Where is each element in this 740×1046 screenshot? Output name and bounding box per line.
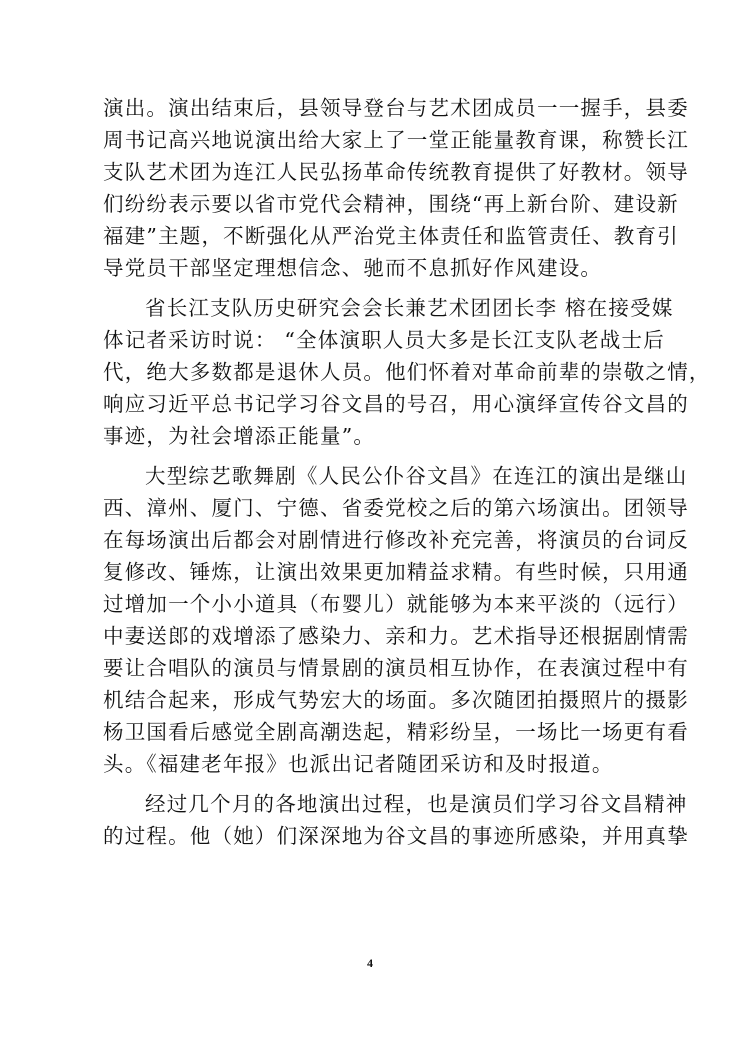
text-line: 省长江支队历史研究会会长兼艺术团团长李 榕在接受媒 [145,296,674,320]
text-line: 响应习近平总书记学习谷文昌的号召，用心演绎宣传谷文昌的 [103,392,689,416]
paragraph [103,92,689,284]
text-line: 复修改、锤炼，让演出效果更加精益求精。有些时候，只用通 [103,560,689,584]
text-line: 导党员干部坚定理想信念、驰而不息抓好作风建设。 [103,256,603,280]
paragraph [103,788,689,852]
text-line: 周书记高兴地说演出给大家上了一堂正能量教育课，称赞长江 [103,128,689,152]
text-line: 大型综艺歌舞剧《人民公仆谷文昌》在连江的演出是继山 [145,464,688,488]
text-line: 事迹，为社会增添正能量”。 [103,424,376,448]
text-line: 在每场演出后都会对剧情进行修改补充完善，将演员的台词反 [103,528,689,552]
text-line: 头。《福建老年报》也派出记者随团采访和及时报道。 [103,752,614,776]
text-line: 要让合唱队的演员与情景剧的演员相互协作，在表演过程中有 [103,656,689,680]
text-line: 中妻送郎的戏增添了感染力、亲和力。艺术指导还根据剧情需 [103,624,689,648]
body-text [103,92,711,852]
text-line: 杨卫国看后感觉全剧高潮迭起，精彩纷呈，一场比一场更有看 [103,720,689,744]
text-line: 代，绝大多数都是退休人员。他们怀着对革命前辈的崇敬之情， [103,360,711,384]
text-line: 支队艺术团为连江人民弘扬革命传统教育提供了好教材。领导 [103,160,689,184]
text-line: 经过几个月的各地演出过程，也是演员们学习谷文昌精神 [145,792,688,816]
text-line: 的过程。他（她）们深深地为谷文昌的事迹所感染，并用真挚 [103,824,689,848]
paragraph [103,460,689,780]
text-line: 们纷纷表示要以省市党代会精神，围绕“再上新台阶、建设新 [103,192,679,216]
page-number: 4 [367,956,373,970]
paragraph [103,292,711,452]
text-line: 演出。演出结束后，县领导登台与艺术团成员一一握手，县委 [103,96,689,120]
text-line: 西、漳州、厦门、宁德、省委党校之后的第六场演出。团领导 [103,496,689,520]
text-line: 机结合起来，形成气势宏大的场面。多次随团拍摄照片的摄影 [103,688,689,712]
text-line: 体记者采访时说： “全体演职人员大多是长江支队老战士后 [103,328,665,352]
text-line: 过增加一个小小道具（布婴儿）就能够为本来平淡的（远行） [103,592,689,616]
text-line: 福建”主题，不断强化从严治党主体责任和监管责任、教育引 [103,224,679,248]
